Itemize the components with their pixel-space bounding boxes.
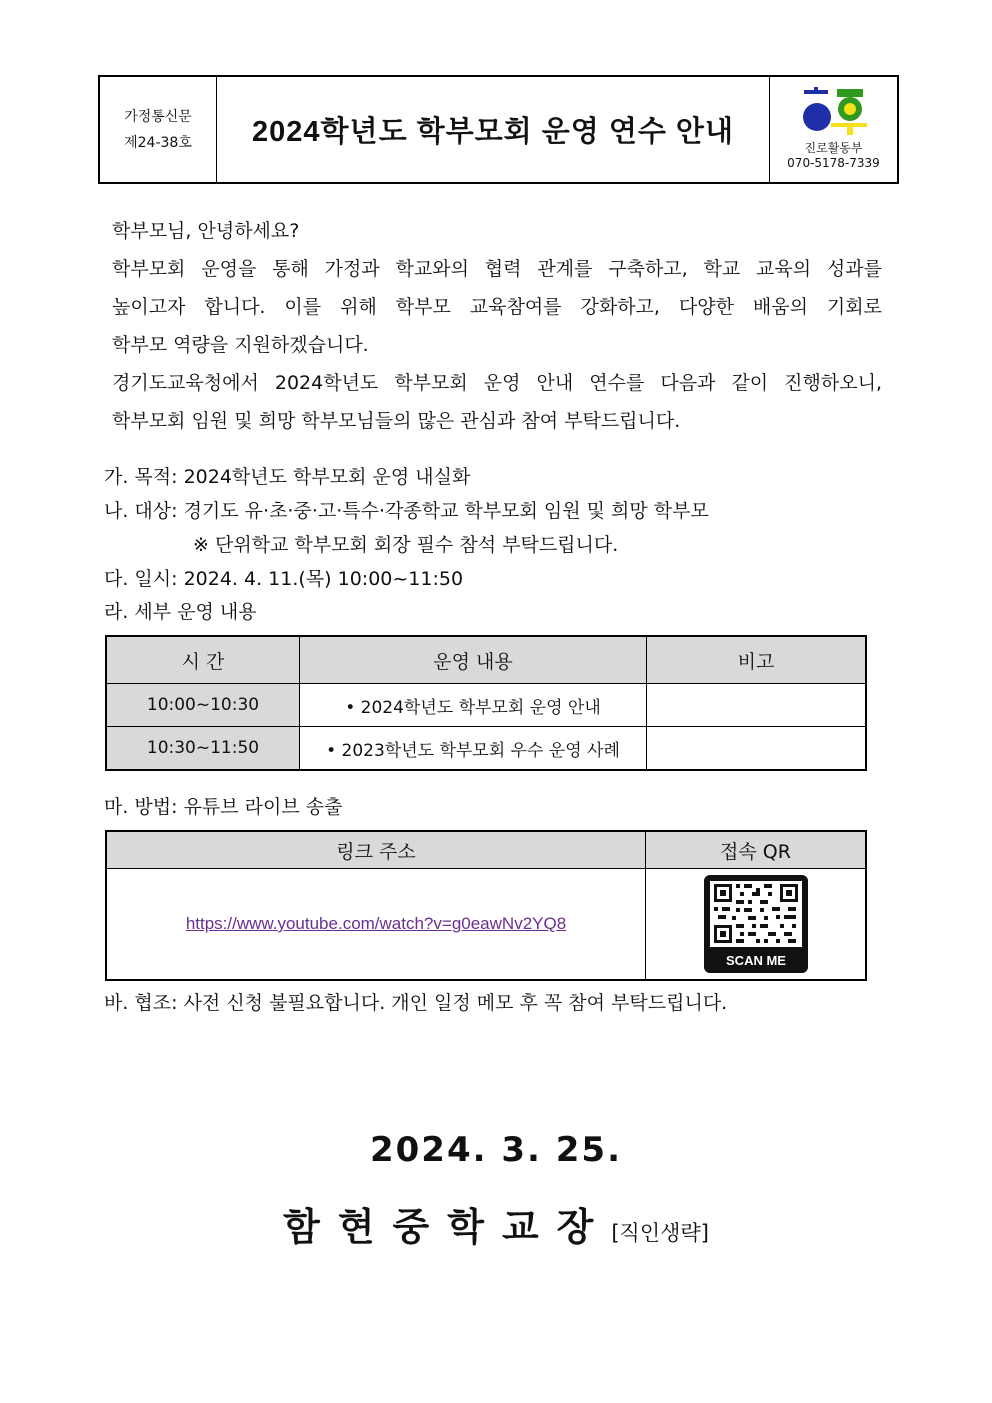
qr-scan-label: SCAN ME [725,953,786,968]
intro-line-4: 경기도교육청에서 2024학년도 학부모회 운영 안내 연수를 다음과 같이 진행하오니, [112,372,882,394]
doc-type: 가정통신문 [124,108,192,125]
table-row [106,684,866,727]
dept-phone: 070-5178-7339 [787,156,880,170]
school-principal: 함현중학교장 [283,1205,612,1249]
intro-line-2: 높이고자 합니다. 이를 위해 학부모 교육참여를 강화하고, 다양한 배움의 기회로 [112,296,882,318]
item-details: 라. 세부 운영 내용 [104,601,257,623]
intro-line-1: 학부모회 운영을 통해 가정과 학교와의 협력 관계를 구축하고, 학교 교육의 성과를 [112,258,882,280]
row-content: • 2024학년도 학부모회 운영 안내 [300,684,647,727]
signature [0,1196,992,1251]
row-time: 10:00~10:30 [106,684,300,727]
item-method: 마. 방법: 유튜브 라이브 송출 [104,796,343,818]
youtube-link[interactable]: https://www.youtube.com/watch?v=g0eawNv2YQ8 [185,914,567,933]
col-time: 시 간 [106,636,300,684]
schedule-table [105,635,867,771]
dept-info [769,77,897,182]
col-content: 운영 내용 [300,636,647,684]
qr-code-icon[interactable] [704,875,808,973]
doc-number: 제24-38호 [124,134,192,151]
intro-line-5: 학부모회 임원 및 희망 학부모님들의 많은 관심과 참여 부탁드립니다. [112,410,681,432]
dept-name: 진로활동부 [804,141,863,155]
item-purpose: 가. 목적: 2024학년도 학부모회 운영 내실화 [104,466,471,488]
intro-line-3: 학부모 역량을 지원하겠습니다. [112,334,369,356]
row-note [647,727,867,771]
item-cooperation: 바. 협조: 사전 신청 불필요합니다. 개인 일정 메모 후 꼭 참여 부탁드립니다. [104,992,728,1014]
doc-info [100,77,217,182]
col-link: 링크 주소 [106,831,646,869]
item-datetime: 다. 일시: 2024. 4. 11.(목) 10:00~11:50 [104,568,464,590]
page-title: 2024학년도 학부모회 운영 연수 안내 [252,116,734,148]
intro [112,212,882,440]
row-time: 10:30~11:50 [106,727,300,771]
col-note: 비고 [647,636,867,684]
access-header-row [106,831,866,869]
col-qr: 접속 QR [646,831,867,869]
item-target-note: ※ 단위학교 학부모회 회장 필수 참석 부탁드립니다. [193,534,619,556]
header-box [98,75,899,184]
row-content: • 2023학년도 학부모회 우수 운영 사례 [300,727,647,771]
stamp-note: [직인생략] [611,1221,709,1245]
schedule-header-row [106,636,866,684]
row-note [647,684,867,727]
greeting: 학부모님, 안녕하세요? [112,220,300,242]
access-table [105,830,867,981]
access-row [106,869,866,981]
document-date: 2024. 3. 25. [369,1130,623,1170]
item-target: 나. 대상: 경기도 유·초·중·고·특수·각종학교 학부모회 임원 및 희망 학부모 [104,500,709,522]
table-row [106,727,866,771]
school-logo [801,87,867,137]
